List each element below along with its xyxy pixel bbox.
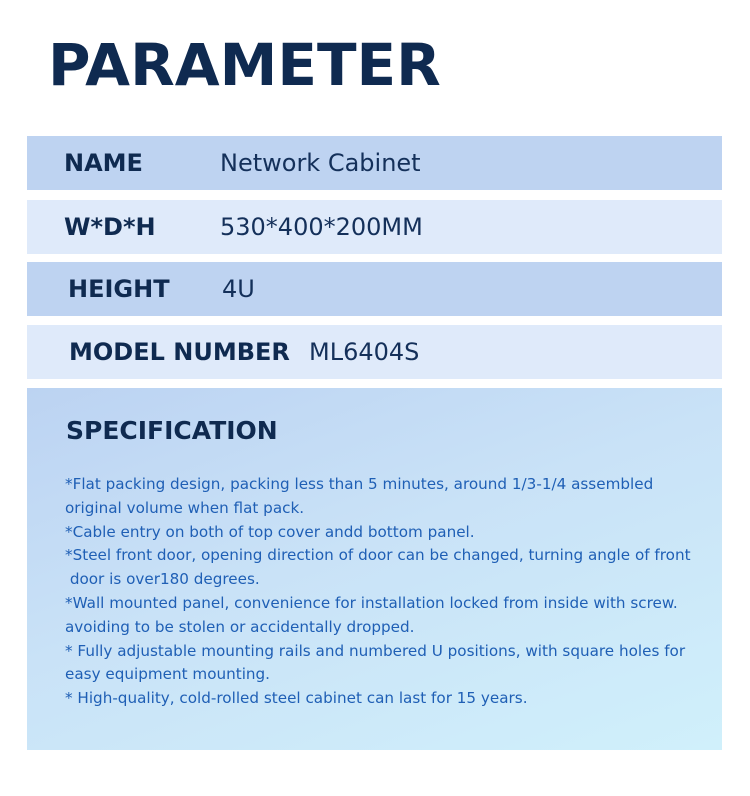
param-row-dimensions: [27, 200, 722, 254]
spec-line: original volume when flat pack.: [65, 498, 305, 517]
param-row-model-number: [27, 325, 722, 379]
page-title: PARAMETER: [48, 31, 441, 99]
param-label: MODEL NUMBER: [69, 338, 290, 366]
param-value: 4U: [222, 275, 255, 303]
spec-line: easy equipment mounting.: [65, 665, 271, 684]
param-value: ML6404S: [309, 338, 420, 366]
param-label: NAME: [64, 149, 143, 177]
specification-panel: [27, 388, 722, 750]
spec-line: *Cable entry on both of top cover andd bottom panel.: [65, 522, 475, 541]
specification-list: [65, 473, 715, 711]
spec-line: *Wall mounted panel, convenience for installation locked from inside with screw.: [65, 593, 678, 612]
param-value: 530*400*200MM: [220, 213, 423, 241]
param-value: Network Cabinet: [220, 149, 421, 177]
spec-line: * Fully adjustable mounting rails and numbered U positions, with square holes for: [65, 641, 686, 660]
spec-line: avoiding to be stolen or accidentally dropped.: [65, 617, 415, 636]
spec-line: door is over180 degrees.: [65, 570, 260, 589]
spec-line: *Steel front door, opening direction of door can be changed, turning angle of front: [65, 546, 691, 565]
param-label: HEIGHT: [68, 275, 170, 303]
spec-line: * High-quality, cold-rolled steel cabinet can last for 15 years.: [65, 689, 528, 708]
specification-title: SPECIFICATION: [66, 416, 278, 445]
spec-line: *Flat packing design, packing less than 5 minutes, around 1/3-1/4 assembled: [65, 475, 654, 493]
param-row-name: [27, 136, 722, 190]
param-label: W*D*H: [64, 213, 156, 241]
param-row-height: [27, 262, 722, 316]
